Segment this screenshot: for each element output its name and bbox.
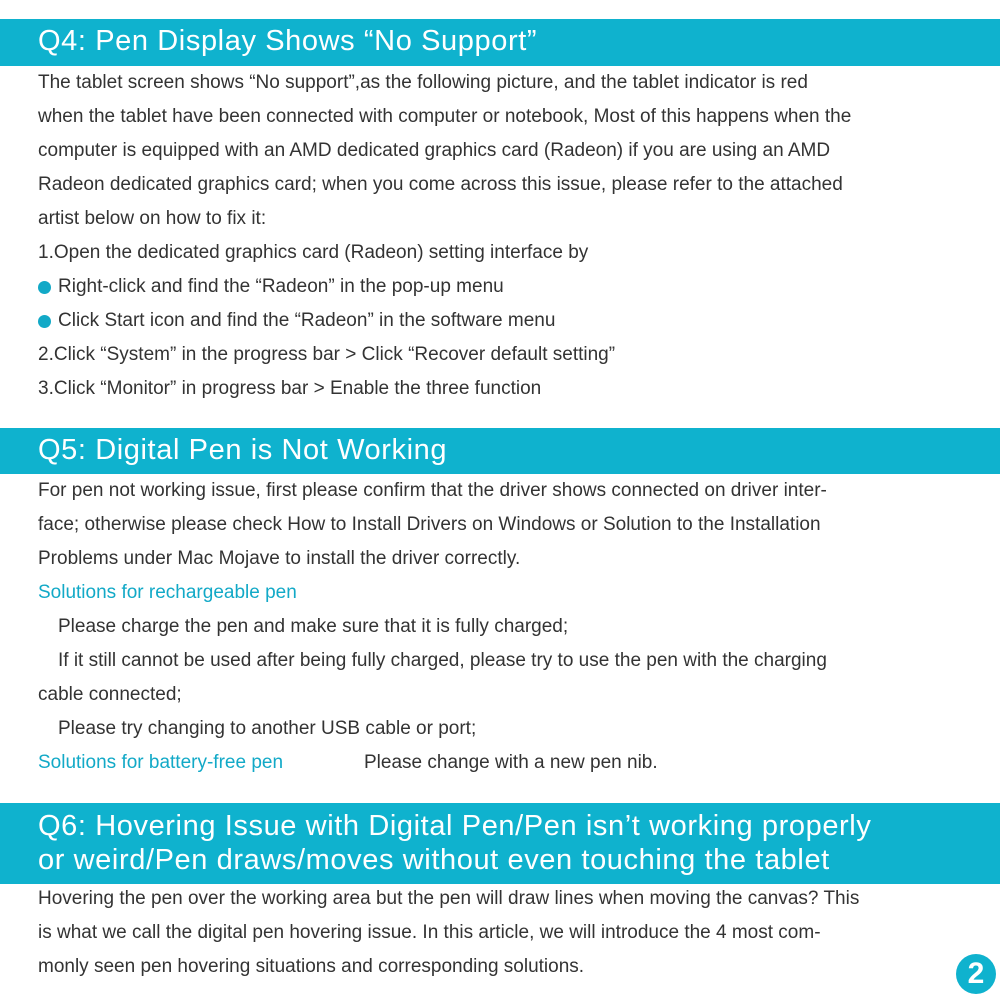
q5-intro-line: For pen not working issue, first please confirm that the driver shows connected on driver inter-: [38, 480, 827, 501]
q5-header-rule: [0, 473, 1000, 474]
q4-bullet-item: Click Start icon and find the “Radeon” in the software menu: [58, 310, 556, 331]
q4-header-banner: [0, 19, 1000, 65]
q6-header-banner: [0, 803, 1000, 884]
rechargeable-pen-item: Please try changing to another USB cable or port;: [58, 718, 477, 739]
rechargeable-pen-item: If it still cannot be used after being fully charged, please try to use the pen with the charging: [58, 650, 827, 671]
bullet-dot-icon: [38, 281, 51, 294]
q4-intro-line: The tablet screen shows “No support”,as the following picture, and the tablet indicator is red: [38, 72, 808, 93]
q4-step-3: 3.Click “Monitor” in progress bar > Enable the three function: [38, 378, 542, 399]
q5-intro-line: face; otherwise please check How to Install Drivers on Windows or Solution to the Installation: [38, 514, 821, 535]
q4-intro-line: when the tablet have been connected with computer or notebook, Most of this happens when the: [38, 106, 852, 127]
q5-header-banner: [0, 428, 1000, 473]
q6-body-line: Hovering the pen over the working area but the pen will draw lines when moving the canvas? This: [38, 888, 860, 909]
q6-body-line: monly seen pen hovering situations and corresponding solutions.: [38, 956, 585, 977]
q4-step-2: 2.Click “System” in the progress bar > Click “Recover default setting”: [38, 344, 616, 365]
battery-free-pen-text: Please change with a new pen nib.: [364, 752, 658, 773]
rechargeable-pen-heading: Solutions for rechargeable pen: [38, 582, 297, 603]
rechargeable-pen-item: cable connected;: [38, 684, 182, 705]
q5-intro-line: Problems under Mac Mojave to install the driver correctly.: [38, 548, 521, 569]
rechargeable-pen-item: Please charge the pen and make sure that it is fully charged;: [58, 616, 569, 637]
battery-free-pen-heading: Solutions for battery-free pen: [38, 752, 284, 773]
q4-intro-line: Radeon dedicated graphics card; when you come across this issue, please refer to the attached: [38, 174, 843, 195]
q6-title-line-1: Q6: Hovering Issue with Digital Pen/Pen isn’t working properly: [38, 810, 872, 842]
bullet-dot-icon: [38, 315, 51, 328]
q6-title-line-2: or weird/Pen draws/moves without even touching the tablet: [38, 844, 830, 876]
page-number-badge: 2: [956, 954, 996, 994]
q6-body-line: is what we call the digital pen hovering issue. In this article, we will introduce the 4 most com-: [38, 922, 821, 943]
q5-title: Q5: Digital Pen is Not Working: [38, 434, 448, 466]
q4-step-1: 1.Open the dedicated graphics card (Radeon) setting interface by: [38, 242, 589, 263]
q4-header-rule: [0, 65, 1000, 66]
q4-title: Q4: Pen Display Shows “No Support”: [38, 25, 538, 57]
q4-intro-line: artist below on how to fix it:: [38, 208, 267, 229]
q4-bullet-item: Right-click and find the “Radeon” in the pop-up menu: [58, 276, 504, 297]
q4-intro-line: computer is equipped with an AMD dedicated graphics card (Radeon) if you are using an AMD: [38, 140, 831, 161]
